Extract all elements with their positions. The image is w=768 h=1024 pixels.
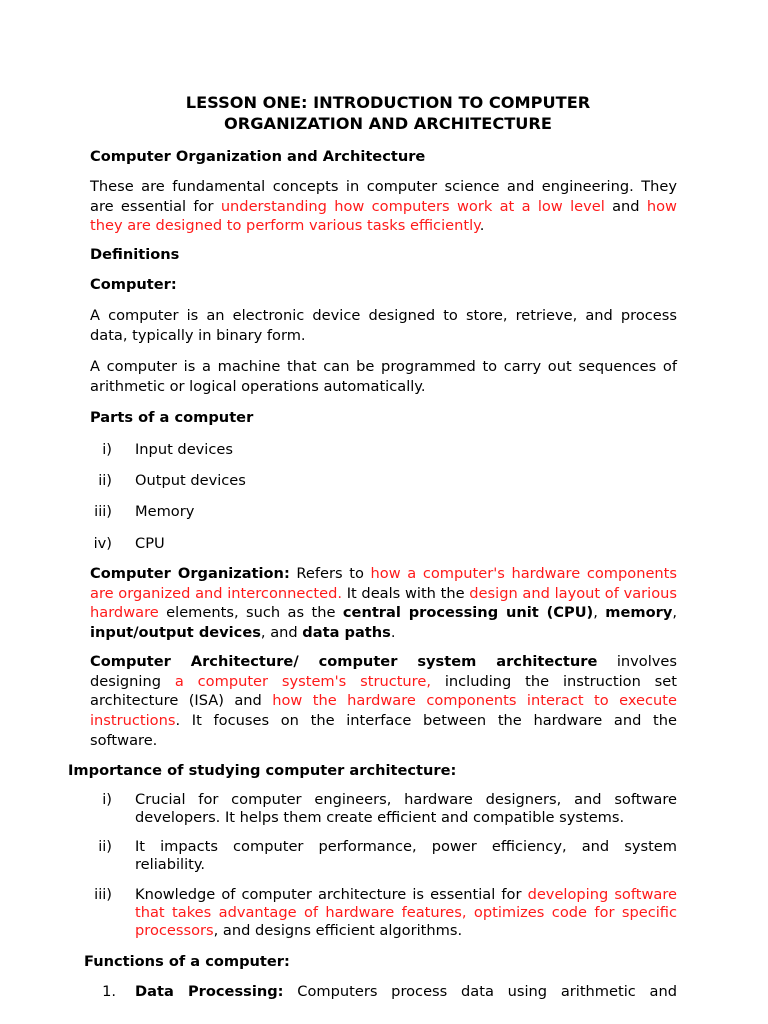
importance-highlight: developing software that takes advantage of hardware features, optimizes code for specific processors <box>135 886 678 939</box>
org-highlight-1: how a computer's hardware components are organized and interconnected. <box>90 565 678 602</box>
list-number: i) <box>102 441 112 458</box>
org-text-6: , and <box>260 623 303 641</box>
org-text-4: , <box>593 604 606 621</box>
intro-highlight-1: understanding how computers work at a low level <box>220 197 605 215</box>
org-text-5: , <box>672 604 677 621</box>
intro-paragraph <box>90 177 677 236</box>
arch-highlight-2: how the hardware components interact to execute instructions <box>90 692 677 730</box>
list-label: Input devices <box>135 441 233 458</box>
heading-coa: Computer Organization and Architecture <box>90 148 426 165</box>
org-text-7: . <box>390 623 396 641</box>
list-text <box>135 982 677 1001</box>
list-number: ii) <box>98 838 112 855</box>
org-text-2: It deals with the <box>342 584 470 602</box>
title-line-2: ORGANIZATION AND ARCHITECTURE <box>224 114 552 133</box>
org-text-1: Refers to <box>289 565 371 582</box>
intro-text-2: and <box>604 197 647 215</box>
lesson-title <box>90 92 686 134</box>
org-term: Computer Organization: <box>90 565 290 582</box>
arch-term: Computer Architecture/ computer system architecture <box>90 653 598 670</box>
list-label: Output devices <box>135 472 246 489</box>
arch-text-2: including the instruction set architecture (ISA) and <box>90 672 677 710</box>
list-number: 1. <box>102 983 116 1000</box>
function-text: Computers process data using arithmetic and <box>283 983 678 1000</box>
heading-functions: Functions of a computer: <box>84 953 290 970</box>
title-line-1: LESSON ONE: INTRODUCTION TO COMPUTER <box>185 93 591 112</box>
org-bold-io: input/output devices <box>90 623 261 641</box>
function-term: Data Processing: <box>135 983 284 1000</box>
org-text-3: elements, such as the <box>158 604 343 621</box>
org-highlight-2: design and layout of various hardware <box>90 584 677 621</box>
list-label: CPU <box>135 535 165 552</box>
importance-text-1: Knowledge of computer architecture is essential for <box>135 886 528 903</box>
list-number: iii) <box>94 503 112 520</box>
org-bold-cpu: central processing unit (CPU) <box>342 604 594 621</box>
list-number: iii) <box>94 886 112 903</box>
organization-paragraph <box>90 564 677 642</box>
definition-2: A computer is a machine that can be programmed to carry out sequences of arithmetic or logical operations automatically. <box>90 358 677 395</box>
intro-highlight-2: how they are designed to perform various tasks efficiently <box>90 197 677 234</box>
heading-computer: Computer: <box>90 276 177 293</box>
list-text: Crucial for computer engineers, hardware designers, and software developers. It helps them create efficient and compatible systems. <box>135 791 677 826</box>
org-bold-datapaths: data paths <box>302 623 391 641</box>
intro-text-3: . <box>479 217 485 234</box>
list-number: ii) <box>98 472 112 489</box>
arch-text-1: involves designing <box>90 653 677 690</box>
arch-text-3: . It focuses on the interface between the hardware and the software. <box>90 712 677 749</box>
heading-definitions: Definitions <box>90 246 180 263</box>
list-label: Memory <box>135 503 195 520</box>
importance-text-2: , and designs efficient algorithms. <box>213 922 463 939</box>
heading-parts: Parts of a computer <box>90 409 254 426</box>
list-number: i) <box>102 791 112 808</box>
intro-text-1: These are fundamental concepts in computer science and engineering. They are essential for <box>90 178 677 215</box>
definition-1: A computer is an electronic device designed to store, retrieve, and process data, typically in binary form. <box>90 307 677 344</box>
list-text <box>135 886 677 940</box>
arch-highlight-1: a computer system's structure, <box>174 672 431 690</box>
list-number: iv) <box>93 535 112 552</box>
list-text: It impacts computer performance, power efficiency, and system reliability. <box>135 838 677 873</box>
heading-importance: Importance of studying computer architecture: <box>68 762 457 779</box>
architecture-paragraph <box>90 652 677 751</box>
org-bold-memory: memory <box>605 604 673 621</box>
